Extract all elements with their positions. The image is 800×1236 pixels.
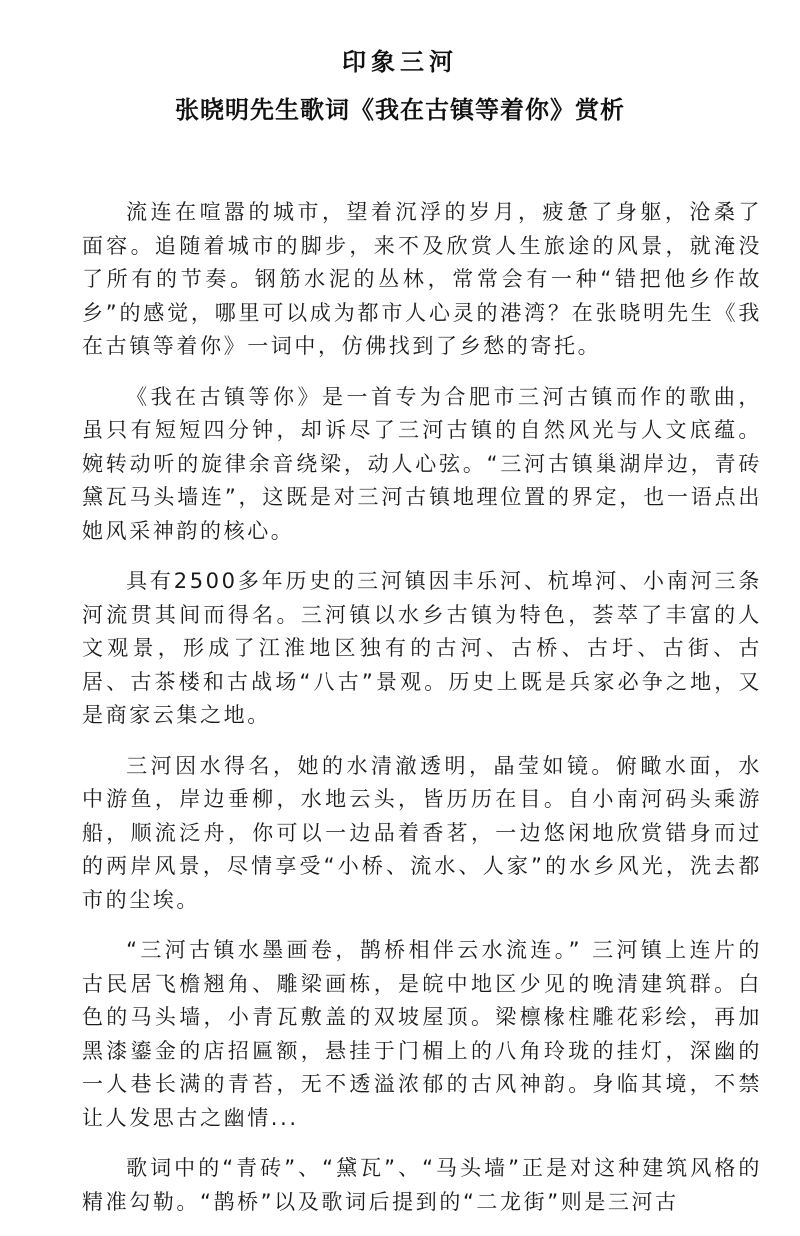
article-body xyxy=(82,196,762,1236)
page-title: 印象三河 xyxy=(342,48,458,76)
page-subtitle: 张晓明先生歌词《我在古镇等着你》赏析 xyxy=(175,96,625,124)
paragraph-6: 歌词中的“青砖”、“黛瓦”、“马头墙”正是对这种建筑风格的精准勾勒。“鹊桥”以及歌词后提到的“二龙街”则是三河古 xyxy=(82,1156,762,1214)
paragraph-1: 流连在喧嚣的城市，望着沉浮的岁月，疲惫了身躯，沧桑了面容。追随着城市的脚步，来不及欣赏人生旅途的风景，就淹没了所有的节奏。钢筋水泥的丛林，常常会有一种“错把他乡作故乡”的感觉，哪里可以成为都市人心灵的港湾？在张晓明先生《我在古镇等着你》一词中，仿佛找到了乡愁的寄托。 xyxy=(82,200,762,358)
paragraph-4: 三河因水得名，她的水清澈透明，晶莹如镜。俯瞰水面，水中游鱼，岸边垂柳，水地云头，皆历历在目。自小南河码头乘游船，顺流泛舟，你可以一边品着香茗，一边悠闲地欣赏错身而过的两岸风景，尽情享受“小桥、流水、人家”的水乡风光，洗去都市的尘埃。 xyxy=(82,753,762,912)
paragraph-2: 《我在古镇等你》是一首专为合肥市三河古镇而作的歌曲，虽只有短短四分钟，却诉尽了三河古镇的自然风光与人文底蕴。婉转动听的旋律余音绕梁，动人心弦。“三河古镇巢湖岸边，青砖黛瓦马头墙连”，这既是对三河古镇地理位置的界定，也一语点出她风采神韵的核心。 xyxy=(82,384,762,543)
paragraph-5: “三河古镇水墨画卷，鹊桥相伴云水流连。” 三河镇上连片的古民居飞檐翘角、雕梁画栋，是皖中地区少见的晚清建筑群。白色的马头墙，小青瓦敷盖的双坡屋顶。梁檩椽柱雕花彩绘，再加黑漆鎏金的店招匾额，悬挂于门楣上的八角玲珑的挂灯，深幽的一人巷长满的青苔，无不透溢浓郁的古风神韵。身临其境，不禁让人发思古之幽情... xyxy=(82,938,762,1130)
paragraph-3: 具有2500多年历史的三河镇因丰乐河、杭埠河、小南河三条河流贯其间而得名。三河镇以水乡古镇为特色，荟萃了丰富的人文观景，形成了江淮地区独有的古河、古桥、古圩、古街、古居、古茶楼和古战场“八古”景观。历史上既是兵家必争之地，又是商家云集之地。 xyxy=(82,569,762,727)
